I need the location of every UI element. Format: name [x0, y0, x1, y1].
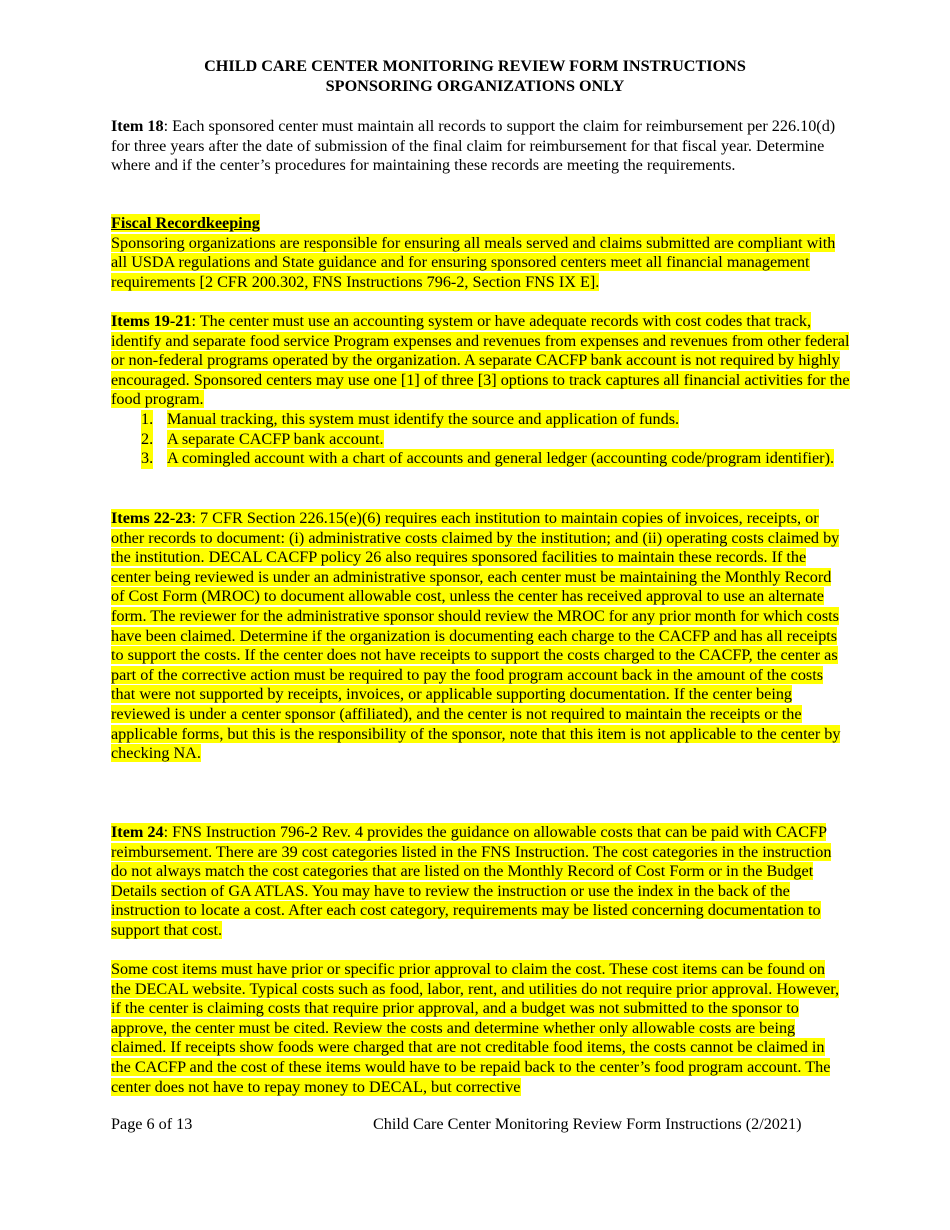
item-24-section [111, 823, 846, 941]
item-18-text: : Each sponsored center must maintain all records to support the claim for reimbursement per 226.10(d) for three years after the date of submission of the final claim for reimbursement for that fiscal year. Determine where and if the center’s procedures for maintaining these records are meeting the requirements. [111, 117, 836, 175]
item-24-text: : FNS Instruction 796-2 Rev. 4 provides the guidance on allowable costs that can be paid with CACFP reimbursement. There are 39 cost categories listed in the FNS Instruction. The cost categories in the instruction do not always match the cost categories that are listed on the Monthly Record of Cost Form or in the Budget Details section of GA ATLAS. You may have to review the instruction or use the index in the back of the instruction to locate a cost. After each cost category, requirements may be listed concerning documentation to support that cost. [111, 823, 832, 939]
item-18-label: Item 18 [111, 117, 164, 135]
fiscal-text: Sponsoring organizations are responsible for ensuring all meals served and claims submitted are compliant with all USDA regulations and State guidance and for ensuring sponsored centers meet all financial management requirements [2 CFR 200.302, FNS Instructions 796-2, Section FNS IX E]. [111, 233, 836, 291]
items-22-23-section [111, 509, 846, 764]
list-item: 2. A separate CACFP bank account. [141, 429, 384, 448]
page-title [0, 57, 950, 96]
title-line-2: SPONSORING ORGANIZATIONS ONLY [325, 76, 625, 95]
item-24-label: Item 24 [111, 823, 164, 841]
footer-document-title: Child Care Center Monitoring Review Form Instructions (2/2021) [373, 1115, 802, 1133]
page-number: Page 6 of 13 [111, 1115, 193, 1133]
title-line-1: CHILD CARE CENTER MONITORING REVIEW FORM INSTRUCTIONS [204, 57, 746, 75]
list-item: 3. A comingled account with a chart of accounts and general ledger (accounting code/program identifier). [141, 449, 835, 468]
cost-items-text: Some cost items must have prior or specific prior approval to claim the cost. These cost items can be found on the DECAL website. Typical costs such as food, labor, rent, and utilities do not require prior approval. However, if the center is claiming costs that require prior approval, and a budget was not submitted to the sponsor to approve, the center must be cited. Review the costs and determine whether only allowable costs are being claimed. If receipts show foods were charged that are not creditable food items, the costs cannot be claimed in the CACFP and the cost of these items would have to be repaid back to the center’s food program account. The center does not have to repay money to DECAL, but corrective [111, 960, 840, 1096]
items-19-21-text: : The center must use an accounting system or have adequate records with cost codes that track, identify and separate food service Program expenses and revenues from expenses and revenues from other federal or non-federal programs operated by the organization. A separate CACFP bank account is not required by highly encouraged. Sponsored centers may use one [1] of three [3] options to track captures all financial activities for the food program. [111, 312, 850, 409]
items-19-21-label: Items 19-21 [111, 312, 192, 330]
items-22-23-label: Items 22-23 [111, 509, 192, 527]
cost-items-paragraph [111, 960, 846, 1097]
fiscal-heading: Fiscal Recordkeeping [111, 214, 260, 232]
list-item: 1. Manual tracking, this system must identify the source and application of funds. [141, 409, 680, 428]
items-19-21-section [111, 312, 851, 469]
item-18-paragraph [111, 117, 846, 176]
fiscal-recordkeeping-section [111, 214, 846, 292]
tracking-options-list [111, 410, 851, 469]
items-22-23-text: : 7 CFR Section 226.15(e)(6) requires each institution to maintain copies of invoices, receipts, or other records to document: (i) administrative costs claimed by the institution; and (ii) operating costs claimed by the institution. DECAL CACFP policy 26 also requires sponsored facilities to maintain these records. If the center being reviewed is under an administrative sponsor, each center must be maintaining the Monthly Record of Cost Form (MROC) to document allowable cost, unless the center has received approval to use an alternate form. The reviewer for the administrative sponsor should review the MROC for any prior month for which costs have been claimed. Determine if the organization is documenting each charge to the CACFP and has all receipts to support the costs. If the center does not have receipts to support the costs charged to the CACFP, the center as part of the corrective action must be required to pay the food program account back in the amount of the costs that were not supported by receipts, invoices, or applicable supporting documentation. If the center being reviewed is under a center sponsor (affiliated), and the center is not required to maintain the receipts or the applicable forms, but this is the responsibility of the sponsor, note that this item is not applicable to the center by checking NA. [111, 509, 841, 763]
